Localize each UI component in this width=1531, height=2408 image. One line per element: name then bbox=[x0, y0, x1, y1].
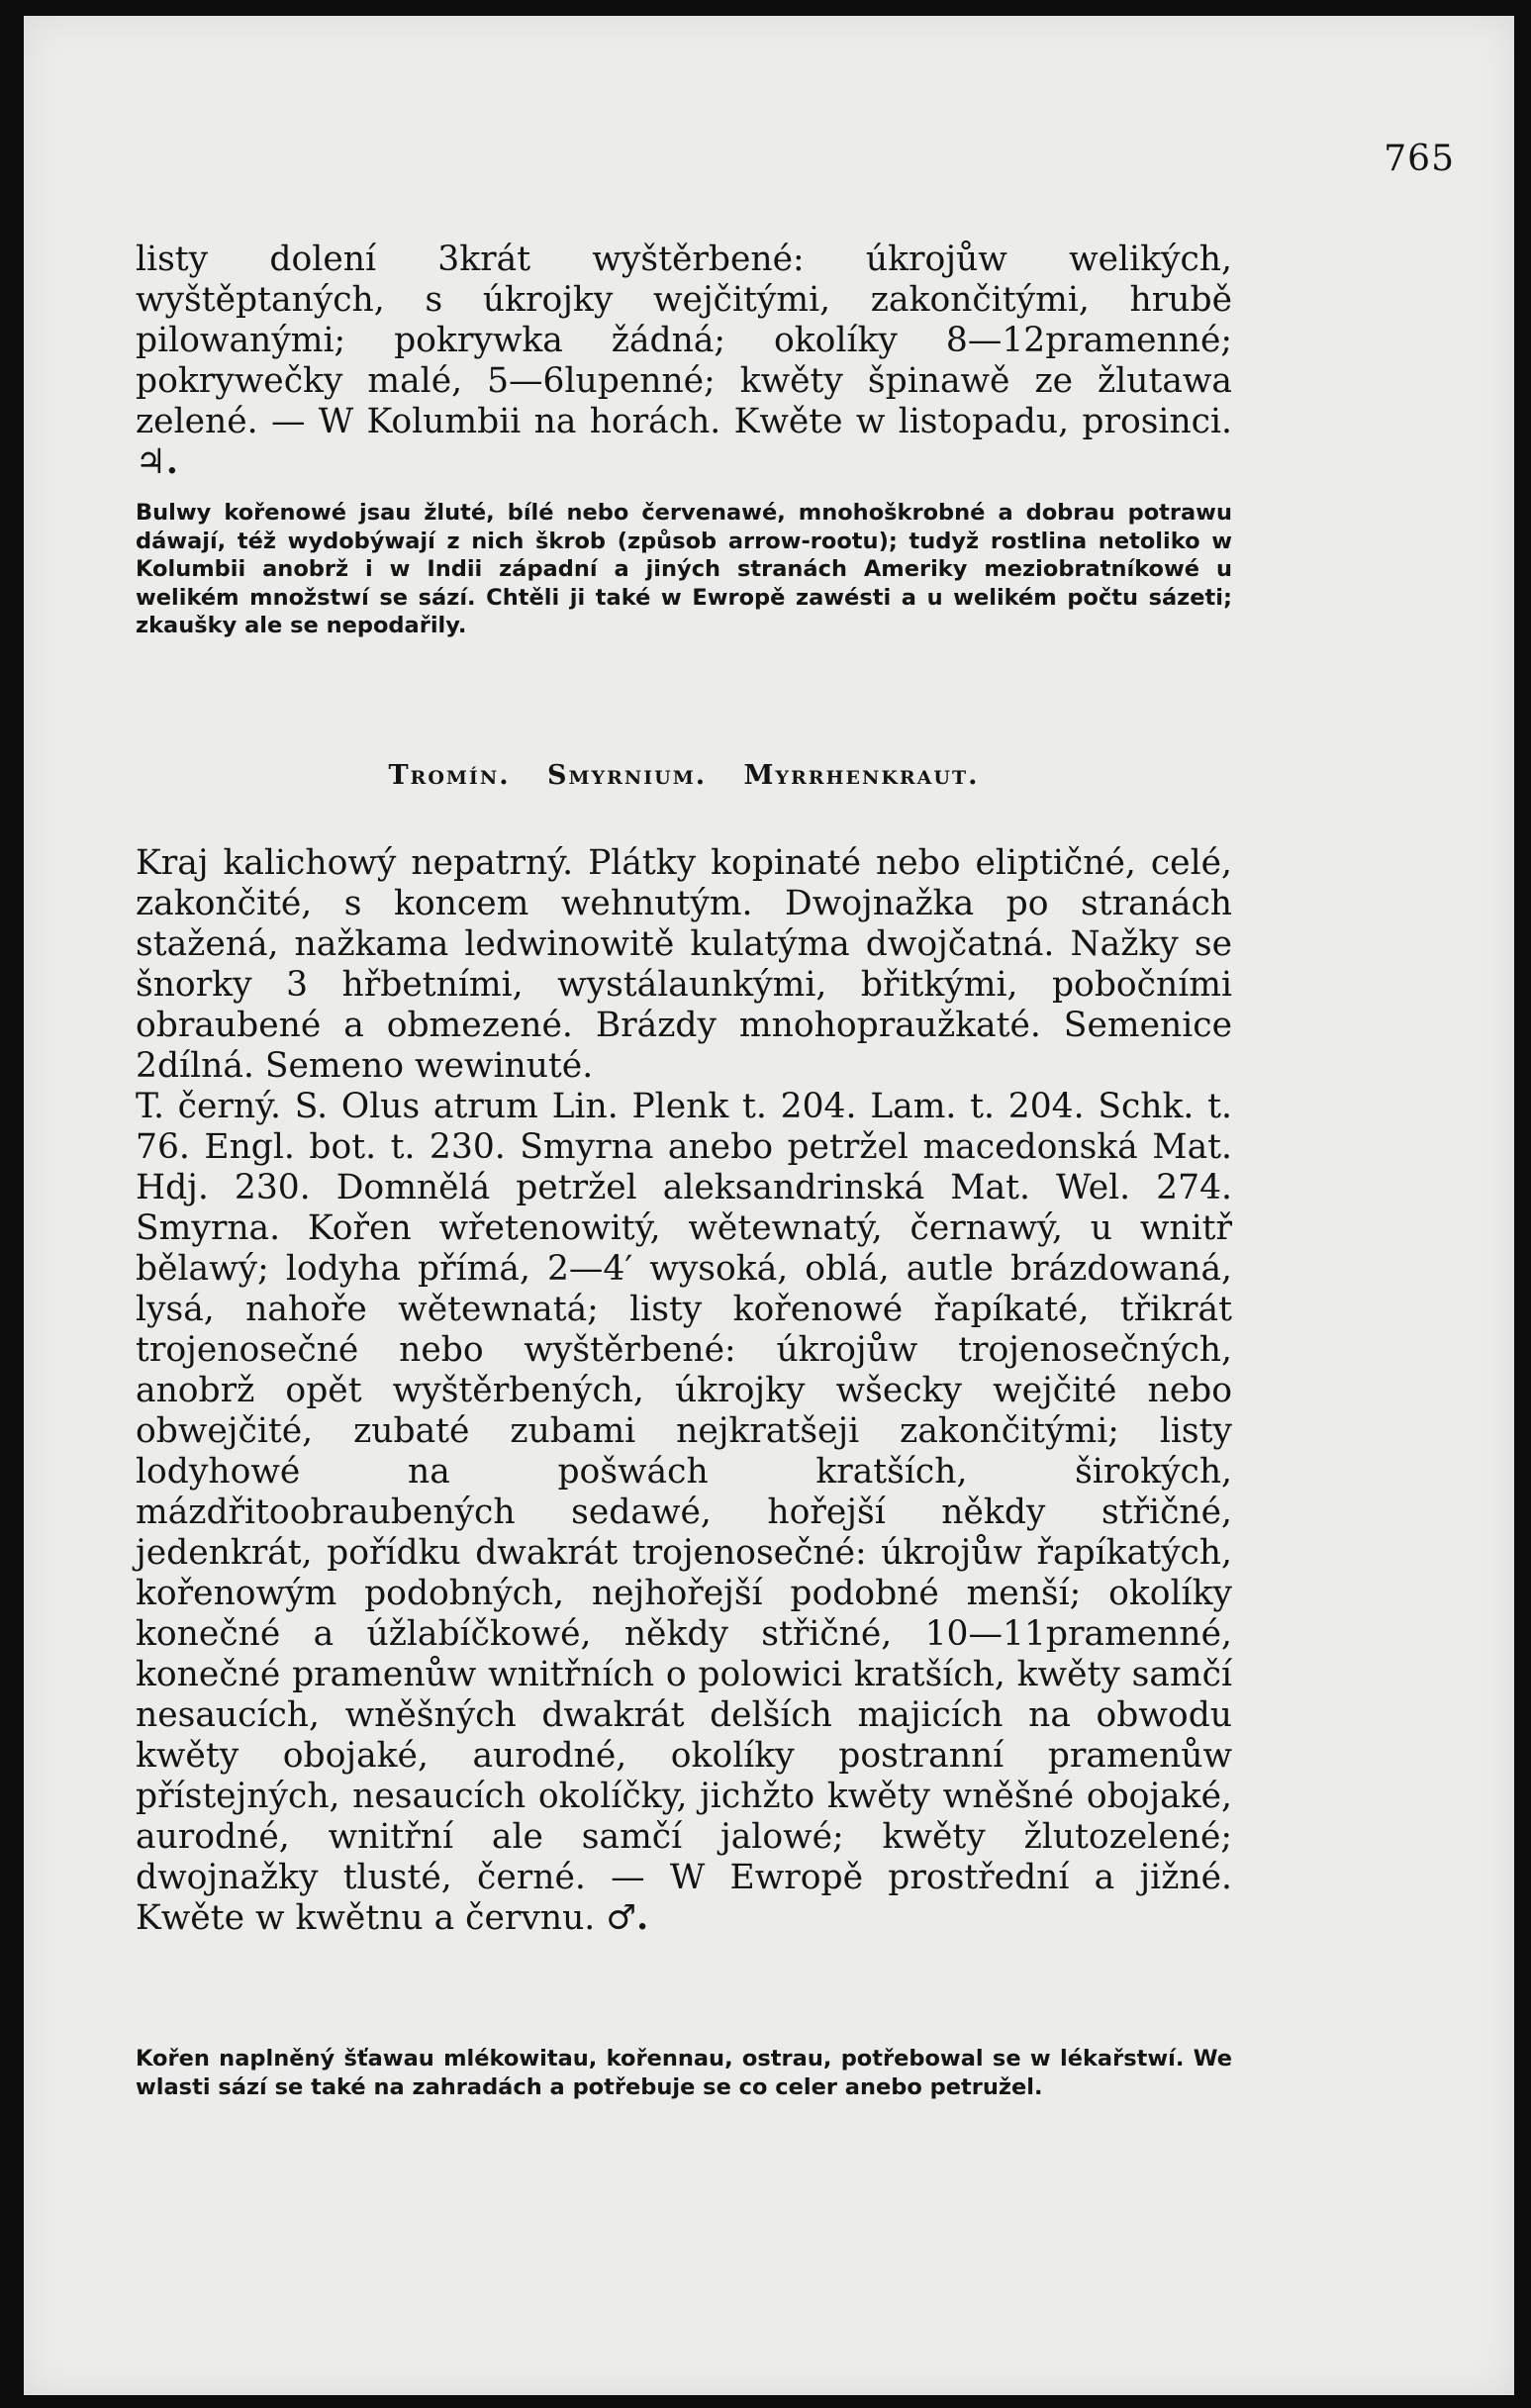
perennial-symbol: ♃. bbox=[136, 442, 178, 482]
paragraph-text: listy dolení 3krát wyštěrbené: úkrojůw welikých, wyštěptaných, s úkrojky wejčitými, zakončitými, hrubě pilowanými; pokrywka žádná; okolíky 8—12pramenné; pokrywečky malé, 5—6lupenné; kwěty špinawě ze žlutawa zelené. — W Kolumbii na horách. Kwěte w listopadu, prosinci. bbox=[136, 240, 1232, 441]
biennial-symbol: ♂. bbox=[606, 1898, 649, 1938]
genus-characters: Kraj kalichowý nepatrný. Plátky kopinaté nebo eliptičné, celé, zakončité, s koncem wehnutým. Dwojnažka po stranách stažená, nažkama ledwinowitě kulatýma dwojčatná. Nažky se šnorky 3 hřbetními, wystálaunkými, břitkými, pobočními obraubené a obmezené. Brázdy mnohopraužkaté. Semenice 2dílná. Semeno wewinuté. bbox=[136, 843, 1232, 1086]
genus-heading: Tromín. Smyrnium. Myrrhenkraut. bbox=[388, 760, 980, 791]
paragraph-description-continued bbox=[136, 240, 1232, 483]
species-description bbox=[136, 1087, 1232, 1939]
paragraph-usage-note: Bulwy kořenowé jsau žluté, bílé nebo červenawé, mnohoškrobné a dobrau potrawu dáwají, též wydobýwají z nich škrob (způsob arrow-rootu); tudyž rostlina netoliko w Kolumbii anobrž i w Indii západní a jiných stranách Ameriky meziobratníkowé u welikém množstwí se sází. Chtěli ji také w Ewropě zawésti a u welikém počtu sázeti; zkaušky ale se nepodařily. bbox=[136, 500, 1232, 638]
page-number: 765 bbox=[1384, 139, 1455, 179]
genus-description bbox=[136, 843, 1232, 1939]
paragraph-root-usage-note: Kořen naplněný šťawau mlékowitau, kořennau, ostrau, potřebowal se w lékařstwí. We wlasti sází se také na zahradách a potřebuje se co celer anebo petružel. bbox=[136, 2046, 1232, 2100]
species-text: T. černý. S. Olus atrum Lin. Plenk t. 204. Lam. t. 204. Schk. t. 76. Engl. bot. t. 230. Smyrna anebo petržel macedonská Mat. Hdj. 230. Domnělá petržel aleksandrinská Mat. Wel. 274. Smyrna. Kořen wřetenowitý, wětewnatý, černawý, u wnitř bělawý; lodyha přímá, 2—4′ wysoká, oblá, autle brázdowaná, lysá, nahoře wětewnatá; listy kořenowé řapíkaté, třikrát trojenosečné nebo wyštěrbené: úkrojůw trojenosečných, anobrž opět wyštěrbených, úkrojky wšecky wejčité nebo obwejčité, zubaté zubami nejkratšeji zakončitými; listy lodyhowé na pošwách kratších, širokých, mázdřitoobraubených sedawé, hořejší někdy střičné, jedenkrát, pořídku dwakrát trojenosečné: úkrojůw řapíkatých, kořenowým podobných, nejhořejší podobné menší; okolíky konečné a úžlabíčkowé, někdy střičné, 10—11pramenné, konečné pramenůw wnitřních o polowici kratších, kwěty samčí nesaucích, wněšných dwakrát delších majicích na obwodu kwěty obojaké, aurodné, okolíky postranní pramenůw přístejných, nesaucích okolíčky, jichžto kwěty wněšné obojaké, aurodné, wnitřní ale samčí jalowé; kwěty žlutozelené; dwojnažky tlusté, černé. — W Ewropě prostřední a jižné. Kwěte w kwětnu a červnu. bbox=[136, 1087, 1232, 1938]
book-page bbox=[24, 16, 1514, 2395]
